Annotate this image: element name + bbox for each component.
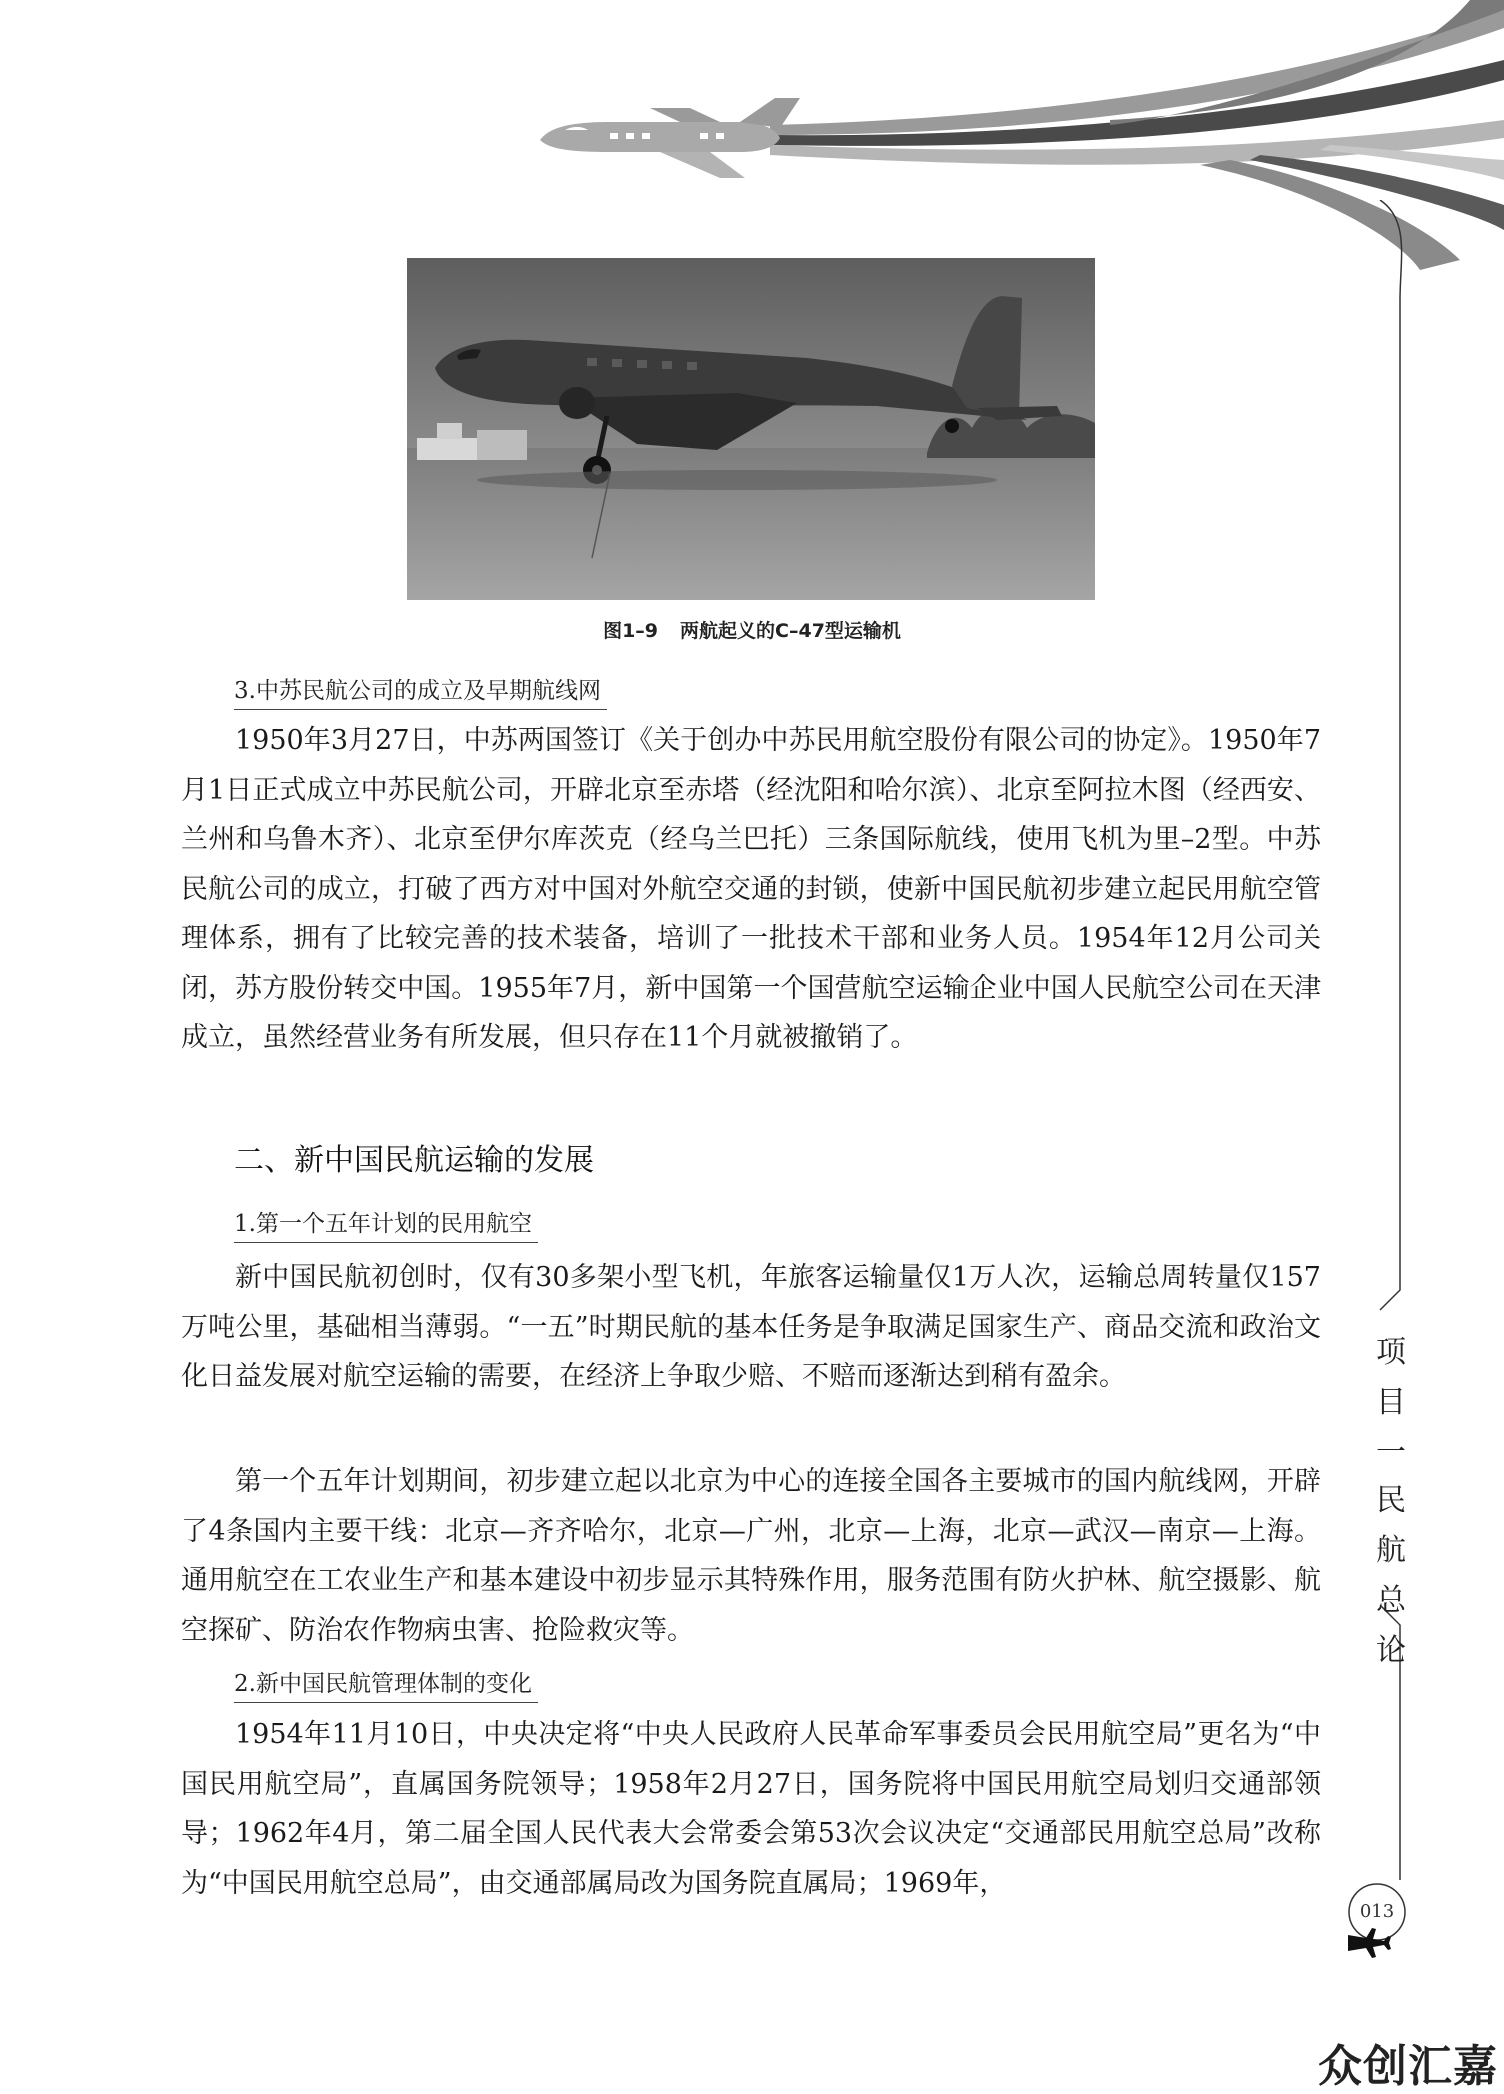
vertical-chapter-label bbox=[1371, 1328, 1411, 1478]
section-heading: 二、新中国民航运输的发展 bbox=[234, 1143, 594, 1178]
figure-caption bbox=[0, 616, 1504, 643]
chapter-char: 目 bbox=[1376, 1385, 1406, 1420]
page-number: 013 bbox=[1359, 1901, 1395, 1922]
paragraph: 第一个五年计划期间，初步建立起以北京为中心的连接全国各主要城市的国内航线网，开辟了4条国内主要干线：北京—齐齐哈尔，北京—广州，北京—上海，北京—武汉—南京—上海。通用航空在工农业生产和基本建设中初步显示其特殊作用，服务范围有防火护林、航空摄影、航空探矿、防治农作物病虫害、抢险救灾等。 bbox=[181, 1466, 1321, 1646]
side-guide-line bbox=[1340, 200, 1440, 2060]
title-char: 总 bbox=[1376, 1583, 1406, 1618]
watermark: 众创汇嘉 bbox=[1318, 2041, 1498, 2092]
subsection-heading: 2.新中国民航管理体制的变化 bbox=[234, 1665, 538, 1703]
title-char: 民 bbox=[1376, 1483, 1406, 1518]
chapter-char: 一 bbox=[1376, 1435, 1406, 1470]
subsection-heading: 1.第一个五年计划的民用航空 bbox=[234, 1205, 538, 1243]
figure-caption-text: 两航起义的C–47型运输机 bbox=[680, 620, 901, 642]
title-char: 航 bbox=[1376, 1533, 1406, 1568]
title-char: 论 bbox=[1376, 1633, 1406, 1668]
paragraph: 1950年3月27日，中苏两国签订《关于创办中苏民用航空股份有限公司的协定》。1950年7月1日正式成立中苏民航公司，开辟北京至赤塔（经沈阳和哈尔滨）、北京至阿拉木图（经西安、兰州和乌鲁木齐）、北京至伊尔库茨克（经乌兰巴托）三条国际航线，使用飞机为里–2型。中苏民航公司的成立，打破了西方对中国对外航空交通的封锁，使新中国民航初步建立起民用航空管理体系，拥有了比较完善的技术装备，培训了一批技术干部和业务人员。1954年12月公司关闭，苏方股份转交中国。1955年7月，新中国第一个国营航空运输企业中国人民航空公司在天津成立，虽然经营业务有所发展，但只存在11个月就被撤销了。 bbox=[181, 725, 1321, 1053]
vertical-book-title bbox=[1371, 1476, 1411, 1676]
c47-aircraft-photo bbox=[407, 258, 1095, 600]
figure-number: 图1–9 bbox=[603, 620, 659, 642]
subsection-heading: 3.中苏民航公司的成立及早期航线网 bbox=[234, 672, 607, 710]
paragraph: 1954年11月10日，中央决定将“中央人民政府人民革命军事委员会民用航空局”更名为“中国民用航空局”，直属国务院领导；1958年2月27日，国务院将中国民用航空局划归交通部领导；1962年4月，第二届全国人民代表大会常委会第53次会议决定“交通部民用航空总局”改称为“中国民用航空总局”，由交通部属局改为国务院直属局；1969年， bbox=[181, 1719, 1321, 1899]
paragraph: 新中国民航初创时，仅有30多架小型飞机，年旅客运输量仅1万人次，运输总周转量仅157万吨公里，基础相当薄弱。“一五”时期民航的基本任务是争取满足国家生产、商品交流和政治文化日益发展对航空运输的需要，在经济上争取少赔、不赔而逐渐达到稍有盈余。 bbox=[181, 1262, 1321, 1392]
chapter-char: 项 bbox=[1376, 1335, 1406, 1370]
